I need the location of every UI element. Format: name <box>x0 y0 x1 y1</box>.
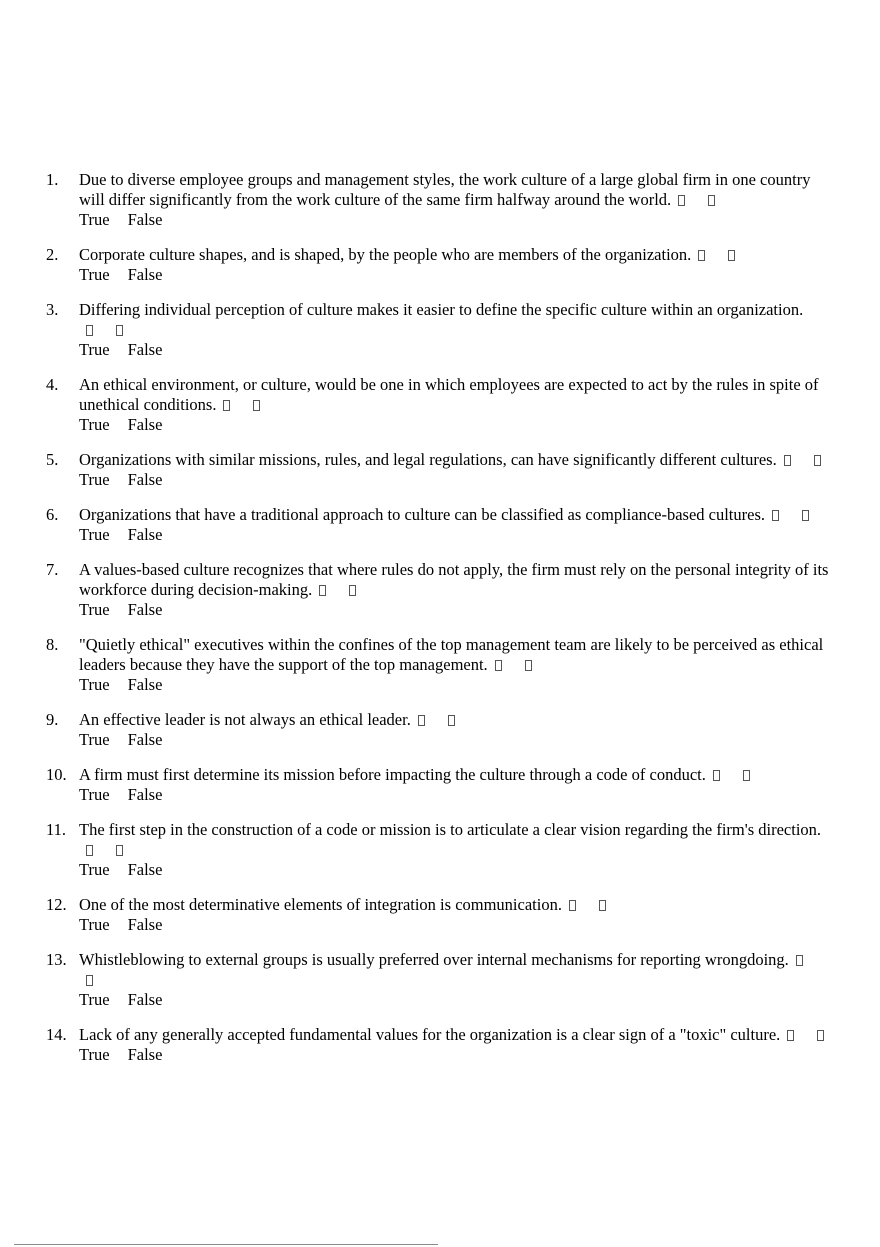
true-label: True <box>79 265 110 284</box>
true-checkbox[interactable] <box>787 1030 794 1041</box>
false-checkbox[interactable] <box>116 845 123 856</box>
question-number: 3. <box>46 300 59 319</box>
question-item <box>0 765 880 804</box>
true-label: True <box>79 525 110 544</box>
true-label: True <box>79 415 110 434</box>
false-label: False <box>127 990 163 1009</box>
true-label: True <box>79 600 110 619</box>
true-false-labels <box>79 265 831 284</box>
question-text: An ethical environment, or culture, would be one in which employees are expected to act by the rules in spite of unethical conditions. <box>79 375 819 414</box>
false-checkbox[interactable] <box>743 770 750 781</box>
question-list <box>0 170 880 1080</box>
true-label: True <box>79 470 110 489</box>
question-text: Due to diverse employee groups and management styles, the work culture of a large global firm in one country will differ significantly from the work culture of the same firm halfway around the world. <box>79 170 811 209</box>
true-label: True <box>79 730 110 749</box>
question-text: Corporate culture shapes, and is shaped, by the people who are members of the organization. <box>79 245 692 264</box>
true-false-labels <box>79 1045 831 1064</box>
false-checkbox[interactable] <box>86 975 93 986</box>
footnote-divider <box>14 1244 438 1245</box>
question-text: "Quietly ethical" executives within the confines of the top management team are likely to be perceived as ethical leaders because they have the support of the top management. <box>79 635 824 674</box>
false-label: False <box>127 915 163 934</box>
true-checkbox[interactable] <box>319 585 326 596</box>
false-checkbox[interactable] <box>525 660 532 671</box>
question-body <box>79 300 831 359</box>
true-label: True <box>79 915 110 934</box>
question-item <box>0 950 880 1009</box>
false-label: False <box>127 1045 163 1064</box>
false-checkbox[interactable] <box>802 510 809 521</box>
question-text: Whistleblowing to external groups is usually preferred over internal mechanisms for reporting wrongdoing. <box>79 950 789 969</box>
question-number: 6. <box>46 505 59 524</box>
question-item <box>0 375 880 434</box>
question-text: Organizations with similar missions, rules, and legal regulations, can have significantly different cultures. <box>79 450 777 469</box>
false-label: False <box>127 265 163 284</box>
question-number: 12. <box>46 895 67 914</box>
true-false-labels <box>79 600 831 619</box>
false-label: False <box>127 675 163 694</box>
question-body <box>79 375 831 434</box>
true-label: True <box>79 210 110 229</box>
false-checkbox[interactable] <box>708 195 715 206</box>
true-false-labels <box>79 525 831 544</box>
false-label: False <box>127 860 163 879</box>
question-item <box>0 895 880 934</box>
question-text: The first step in the construction of a code or mission is to articulate a clear vision regarding the firm's direction. <box>79 820 822 839</box>
question-item <box>0 820 880 879</box>
true-label: True <box>79 860 110 879</box>
true-false-labels <box>79 860 831 879</box>
false-checkbox[interactable] <box>448 715 455 726</box>
true-label: True <box>79 340 110 359</box>
false-label: False <box>127 525 163 544</box>
question-text: A values-based culture recognizes that where rules do not apply, the firm must rely on the personal integrity of its workforce during decision-making. <box>79 560 829 599</box>
question-item <box>0 710 880 749</box>
question-text: A firm must first determine its mission before impacting the culture through a code of conduct. <box>79 765 706 784</box>
false-label: False <box>127 730 163 749</box>
question-body <box>79 1025 831 1064</box>
question-number: 4. <box>46 375 59 394</box>
false-label: False <box>127 470 163 489</box>
question-text: An effective leader is not always an ethical leader. <box>79 710 411 729</box>
question-body <box>79 950 831 1009</box>
question-number: 2. <box>46 245 59 264</box>
question-body <box>79 450 831 489</box>
question-text: Organizations that have a traditional approach to culture can be classified as compliance-based cultures. <box>79 505 766 524</box>
true-false-labels <box>79 990 831 1009</box>
question-body <box>79 560 831 619</box>
true-false-labels <box>79 470 831 489</box>
false-label: False <box>127 600 163 619</box>
question-number: 1. <box>46 170 59 189</box>
false-label: False <box>127 415 163 434</box>
false-checkbox[interactable] <box>349 585 356 596</box>
question-number: 9. <box>46 710 59 729</box>
question-body <box>79 170 831 229</box>
true-checkbox[interactable] <box>569 900 576 911</box>
true-false-labels <box>79 415 831 434</box>
question-number: 11. <box>46 820 67 839</box>
true-checkbox[interactable] <box>796 955 803 966</box>
true-checkbox[interactable] <box>772 510 779 521</box>
true-checkbox[interactable] <box>784 455 791 466</box>
true-checkbox[interactable] <box>223 400 230 411</box>
false-checkbox[interactable] <box>817 1030 824 1041</box>
true-label: True <box>79 675 110 694</box>
true-false-labels <box>79 785 831 804</box>
true-false-labels <box>79 340 831 359</box>
false-label: False <box>127 210 163 229</box>
false-checkbox[interactable] <box>116 325 123 336</box>
question-number: 7. <box>46 560 59 579</box>
true-checkbox[interactable] <box>86 845 93 856</box>
question-body <box>79 895 831 934</box>
false-label: False <box>127 785 163 804</box>
question-item <box>0 450 880 489</box>
question-number: 5. <box>46 450 59 469</box>
false-checkbox[interactable] <box>814 455 821 466</box>
question-item <box>0 635 880 694</box>
question-body <box>79 710 831 749</box>
true-checkbox[interactable] <box>86 325 93 336</box>
true-false-labels <box>79 915 831 934</box>
false-checkbox[interactable] <box>728 250 735 261</box>
question-item <box>0 1025 880 1064</box>
true-label: True <box>79 1045 110 1064</box>
true-label: True <box>79 990 110 1009</box>
false-label: False <box>127 340 163 359</box>
question-item <box>0 560 880 619</box>
false-checkbox[interactable] <box>253 400 260 411</box>
question-body <box>79 505 831 544</box>
false-checkbox[interactable] <box>599 900 606 911</box>
question-number: 10. <box>46 765 67 784</box>
question-body <box>79 635 831 694</box>
question-body <box>79 820 831 879</box>
question-text: One of the most determinative elements of integration is communication. <box>79 895 562 914</box>
question-number: 13. <box>46 950 67 969</box>
question-text: Lack of any generally accepted fundamental values for the organization is a clear sign of a "toxic" culture. <box>79 1025 781 1044</box>
question-text: Differing individual perception of culture makes it easier to define the specific culture within an organization. <box>79 300 804 319</box>
true-false-labels <box>79 675 831 694</box>
question-item <box>0 170 880 229</box>
question-item <box>0 505 880 544</box>
question-body <box>79 765 831 804</box>
question-item <box>0 245 880 284</box>
true-false-labels <box>79 730 831 749</box>
true-checkbox[interactable] <box>678 195 685 206</box>
question-body <box>79 245 831 284</box>
true-label: True <box>79 785 110 804</box>
true-false-labels <box>79 210 831 229</box>
true-checkbox[interactable] <box>698 250 705 261</box>
question-number: 14. <box>46 1025 67 1044</box>
question-number: 8. <box>46 635 59 654</box>
true-checkbox[interactable] <box>418 715 425 726</box>
true-checkbox[interactable] <box>713 770 720 781</box>
true-checkbox[interactable] <box>495 660 502 671</box>
question-item <box>0 300 880 359</box>
